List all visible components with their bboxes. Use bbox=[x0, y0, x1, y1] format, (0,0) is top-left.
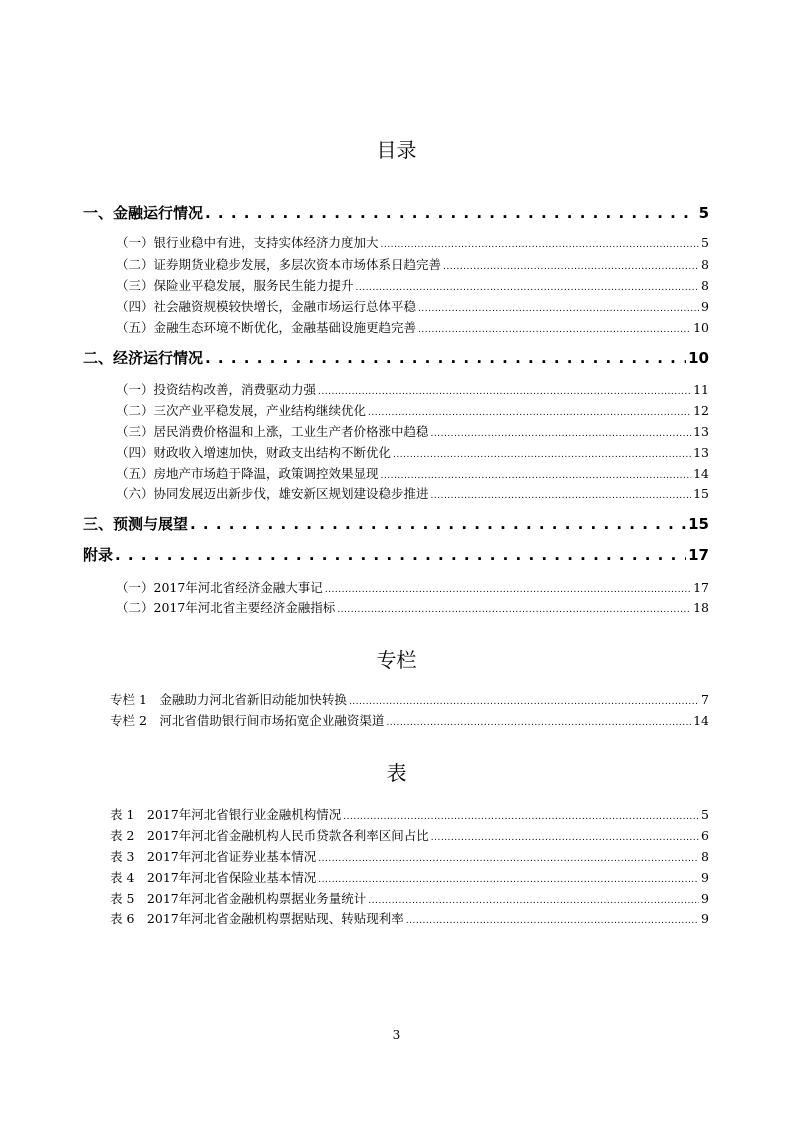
leader-dots bbox=[368, 405, 691, 419]
toc-item[interactable] bbox=[116, 380, 709, 398]
toc-section-label: 一、金融运行情况 bbox=[83, 204, 204, 222]
toc-item[interactable] bbox=[116, 598, 709, 616]
table-entry-label: 表 4 2017年河北省保险业基本情况 bbox=[110, 870, 317, 885]
toc-page-number: 9 bbox=[701, 299, 709, 314]
toc-section-1[interactable] bbox=[83, 202, 709, 223]
leader-dots bbox=[356, 280, 700, 294]
leader-dots bbox=[115, 546, 686, 564]
toc-page-number: 5 bbox=[698, 204, 709, 222]
toc-page-number: 8 bbox=[701, 278, 709, 293]
toc-page-number: 9 bbox=[701, 891, 709, 906]
toc-section-label: 二、经济运行情况 bbox=[83, 349, 204, 367]
toc-item[interactable] bbox=[116, 401, 709, 419]
leader-dots bbox=[205, 204, 697, 222]
toc-page-number: 7 bbox=[701, 692, 709, 707]
toc-item[interactable] bbox=[116, 443, 709, 461]
leader-dots bbox=[431, 426, 692, 440]
toc-item[interactable] bbox=[116, 422, 709, 440]
toc-section-appendix[interactable] bbox=[83, 544, 709, 565]
toc-page-number: 13 bbox=[693, 445, 709, 460]
toc-page-number: 10 bbox=[688, 349, 709, 367]
toc-title: 目录 bbox=[376, 138, 417, 162]
toc-item[interactable] bbox=[116, 484, 709, 502]
toc-item[interactable] bbox=[116, 276, 709, 294]
toc-page-number: 8 bbox=[701, 849, 709, 864]
toc-item-label: （二）三次产业平稳发展，产业结构继续优化 bbox=[116, 403, 367, 418]
leader-dots bbox=[386, 715, 691, 729]
toc-item-label: （三）保险业平稳发展，服务民生能力提升 bbox=[116, 278, 354, 293]
table-entry[interactable] bbox=[110, 909, 709, 927]
leader-dots bbox=[205, 349, 686, 367]
leader-dots bbox=[406, 913, 699, 927]
toc-item-label: （四）财政收入增速加快，财政支出结构不断优化 bbox=[116, 445, 392, 460]
toc-page-number: 15 bbox=[688, 515, 709, 533]
toc-page-number: 18 bbox=[693, 600, 709, 615]
columns-title: 专栏 bbox=[376, 648, 417, 672]
toc-item[interactable] bbox=[116, 255, 709, 273]
toc-section-label: 附录 bbox=[83, 546, 114, 564]
table-entry[interactable] bbox=[110, 805, 709, 823]
toc-page-number: 12 bbox=[693, 403, 709, 418]
toc-page-number: 13 bbox=[693, 424, 709, 439]
table-entry[interactable] bbox=[110, 847, 709, 865]
table-entry-label: 表 5 2017年河北省金融机构票据业务量统计 bbox=[110, 891, 367, 906]
leader-dots bbox=[393, 447, 691, 461]
toc-item[interactable] bbox=[116, 233, 709, 251]
column-entry[interactable] bbox=[110, 690, 709, 708]
toc-item[interactable] bbox=[116, 578, 709, 596]
leader-dots bbox=[349, 694, 699, 708]
toc-section-label: 三、预测与展望 bbox=[83, 515, 189, 533]
leader-dots bbox=[318, 851, 699, 865]
toc-item-label: （六）协同发展迈出新步伐，雄安新区规划建设稳步推进 bbox=[116, 486, 429, 501]
column-entry[interactable] bbox=[110, 711, 709, 729]
table-entry-label: 表 2 2017年河北省金融机构人民币贷款各利率区间占比 bbox=[110, 828, 429, 843]
leader-dots bbox=[418, 322, 691, 336]
toc-item-label: （一）银行业稳中有进，支持实体经济力度加大 bbox=[116, 235, 379, 250]
toc-section-2[interactable] bbox=[83, 347, 709, 368]
leader-dots bbox=[431, 830, 699, 844]
column-entry-label: 专栏 2 河北省借助银行间市场拓宽企业融资渠道 bbox=[110, 713, 385, 728]
leader-dots bbox=[337, 602, 691, 616]
table-entry-label: 表 1 2017年河北省银行业金融机构情况 bbox=[110, 807, 342, 822]
page-number: 3 bbox=[392, 1028, 401, 1042]
toc-item-label: （二）证券期货业稳步发展，多层次资本市场体系日趋完善 bbox=[116, 257, 442, 272]
leader-dots bbox=[381, 237, 700, 251]
toc-page-number: 17 bbox=[688, 546, 709, 564]
toc-item[interactable] bbox=[116, 297, 709, 315]
leader-dots bbox=[368, 893, 699, 907]
toc-section-3[interactable] bbox=[83, 513, 709, 534]
toc-item-label: （五）房地产市场趋于降温，政策调控效果显现 bbox=[116, 466, 379, 481]
leader-dots bbox=[431, 488, 692, 502]
leader-dots bbox=[318, 384, 691, 398]
leader-dots bbox=[418, 301, 699, 315]
leader-dots bbox=[325, 582, 691, 596]
table-entry-label: 表 3 2017年河北省证券业基本情况 bbox=[110, 849, 317, 864]
toc-page-number: 6 bbox=[701, 828, 709, 843]
table-entry[interactable] bbox=[110, 889, 709, 907]
toc-item[interactable] bbox=[116, 464, 709, 482]
toc-page-number: 5 bbox=[701, 235, 709, 250]
toc-item-label: （二）2017年河北省主要经济金融指标 bbox=[116, 600, 336, 615]
toc-page-number: 5 bbox=[701, 807, 709, 822]
toc-page-number: 14 bbox=[693, 466, 709, 481]
toc-page-number: 9 bbox=[701, 870, 709, 885]
toc-item-label: （四）社会融资规模较快增长，金融市场运行总体平稳 bbox=[116, 299, 417, 314]
toc-page-number: 8 bbox=[701, 257, 709, 272]
table-entry-label: 表 6 2017年河北省金融机构票据贴现、转贴现利率 bbox=[110, 911, 404, 926]
toc-page-number: 9 bbox=[701, 911, 709, 926]
toc-page-number: 15 bbox=[693, 486, 709, 501]
leader-dots bbox=[343, 809, 699, 823]
toc-page-number: 14 bbox=[693, 713, 709, 728]
toc-item-label: （一）投资结构改善，消费驱动力强 bbox=[116, 382, 317, 397]
toc-item-label: （五）金融生态环境不断优化，金融基础设施更趋完善 bbox=[116, 320, 417, 335]
toc-item-label: （三）居民消费价格温和上涨，工业生产者价格涨中趋稳 bbox=[116, 424, 429, 439]
leader-dots bbox=[190, 515, 686, 533]
table-entry[interactable] bbox=[110, 826, 709, 844]
column-entry-label: 专栏 1 金融助力河北省新旧动能加快转换 bbox=[110, 692, 347, 707]
toc-item[interactable] bbox=[116, 318, 709, 336]
leader-dots bbox=[318, 872, 699, 886]
table-entry[interactable] bbox=[110, 868, 709, 886]
toc-item-label: （一）2017年河北省经济金融大事记 bbox=[116, 580, 323, 595]
toc-page-number: 11 bbox=[693, 382, 709, 397]
tables-title: 表 bbox=[386, 761, 407, 785]
toc-page-number: 17 bbox=[693, 580, 709, 595]
leader-dots bbox=[443, 259, 699, 273]
leader-dots bbox=[381, 468, 692, 482]
toc-page-number: 10 bbox=[693, 320, 709, 335]
